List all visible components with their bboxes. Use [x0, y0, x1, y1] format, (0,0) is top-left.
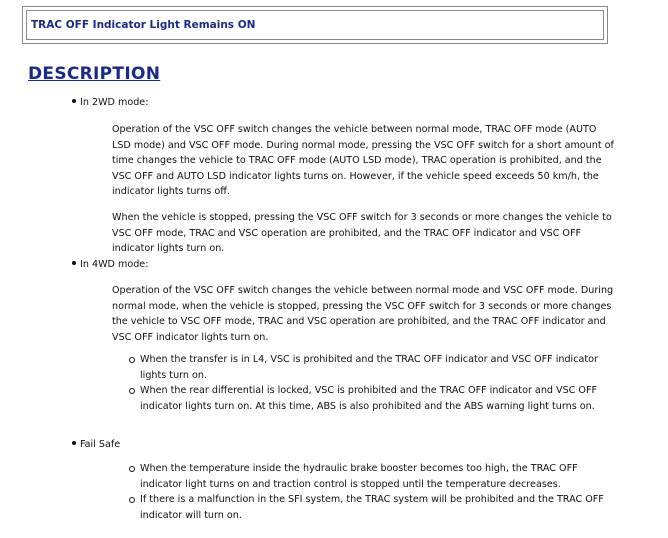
- page-title: TRAC OFF Indicator Light Remains ON: [31, 19, 256, 31]
- bullet-dot-icon: [72, 441, 76, 445]
- circle-bullet-icon: [129, 357, 135, 363]
- bullet-label: Fail Safe: [80, 439, 121, 450]
- title-box: [22, 6, 608, 44]
- bullet-4wd-mode: [72, 257, 148, 272]
- bullet-dot-icon: [72, 99, 76, 103]
- section-heading: DESCRIPTION: [28, 64, 161, 84]
- list-item-transfer-l4: [129, 352, 619, 383]
- list-item-text: When the rear differential is locked, VSC is prohibited and the TRAC OFF indicator and VSC OFF indicator lights turn on. At this time, ABS is also prohibited and the ABS warning light turns on.: [140, 385, 598, 412]
- title-inner: [26, 10, 604, 40]
- list-item-sfi-malfunction: [129, 492, 619, 523]
- bullet-2wd-mode: [72, 95, 148, 110]
- list-item-brake-booster-temp: [129, 461, 619, 492]
- circle-bullet-icon: [129, 497, 135, 503]
- circle-bullet-icon: [129, 466, 135, 472]
- paragraph-2wd-modes: [112, 122, 618, 200]
- circle-bullet-icon: [129, 388, 135, 394]
- bullet-label: In 2WD mode:: [80, 97, 149, 108]
- list-item-text: If there is a malfunction in the SFI system, the TRAC system will be prohibited and the TRAC OFF indicator will turn on.: [140, 494, 604, 521]
- bullet-fail-safe: [72, 437, 120, 452]
- paragraph-2wd-stopped: [112, 210, 618, 257]
- paragraph-text: When the vehicle is stopped, pressing the VSC OFF switch for 3 seconds or more changes the vehicle to VSC OFF mode, TRAC and VSC operation are prohibited, and the TRAC OFF indicator and VSC OFF indicator lights turn on.: [112, 212, 612, 254]
- paragraph-text: Operation of the VSC OFF switch changes the vehicle between normal mode and VSC OFF mode. During normal mode, when the vehicle is stopped, pressing the VSC OFF switch for 3 seconds or more changes the vehicle to VSC OFF mode, TRAC and VSC operation are prohibited, and the TRAC OFF indicator and VSC OFF indicator lights turn on.: [112, 285, 614, 343]
- paragraph-text: Operation of the VSC OFF switch changes the vehicle between normal mode, TRAC OFF mode (AUTO LSD mode) and VSC OFF mode. During normal mode, pressing the VSC OFF switch for a short amount of time changes the vehicle to TRAC OFF mode (AUTO LSD mode), TRAC operation is prohibited, and the VSC OFF and AUTO LSD indicator lights turns on. However, if the vehicle speed exceeds 50 km/h, the indicator lights turns off.: [112, 124, 614, 197]
- bullet-label: In 4WD mode:: [80, 259, 149, 270]
- list-item-text: When the transfer is in L4, VSC is prohibited and the TRAC OFF indicator and VSC OFF indicator lights turn on.: [140, 354, 598, 381]
- list-item-rear-diff-locked: [129, 383, 619, 414]
- paragraph-4wd-modes: [112, 283, 618, 345]
- list-item-text: When the temperature inside the hydraulic brake booster becomes too high, the TRAC OFF indicator light turns on and traction control is stopped until the temperature decreases.: [140, 463, 578, 490]
- bullet-dot-icon: [72, 261, 76, 265]
